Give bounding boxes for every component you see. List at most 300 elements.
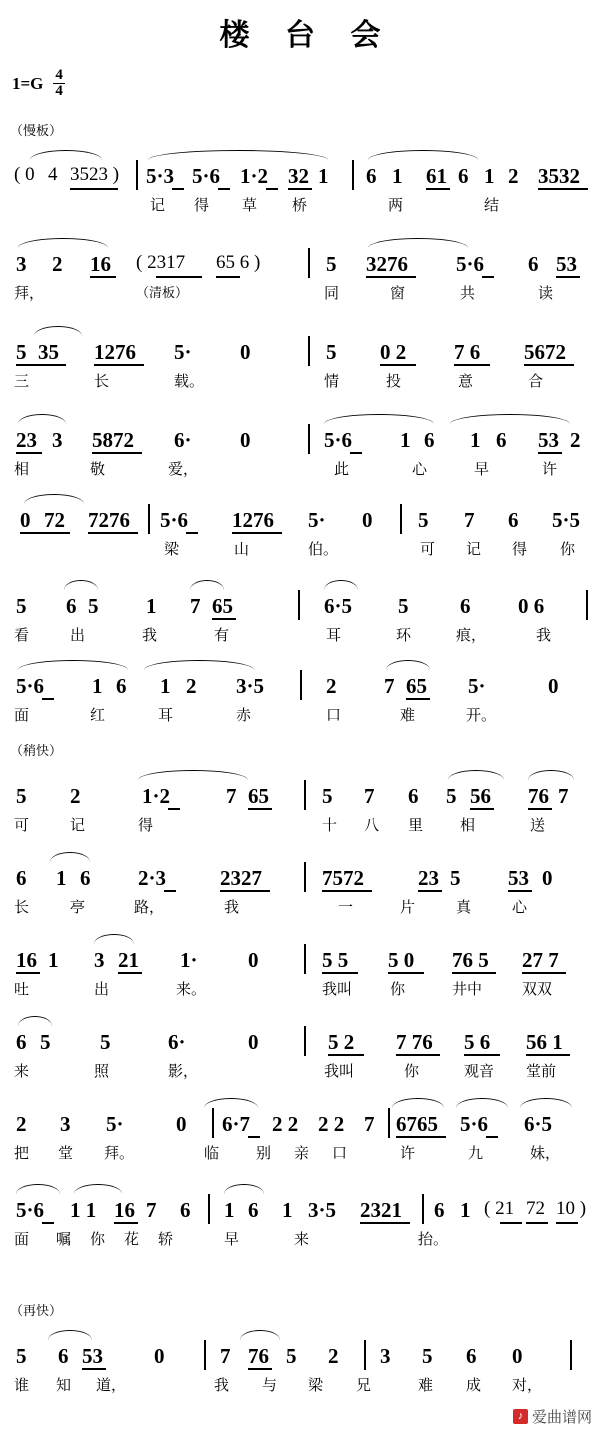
lyric-char: 一 xyxy=(338,899,354,916)
note-token: 1 xyxy=(400,428,411,452)
lyric-char: 吐 xyxy=(14,981,30,998)
notes-row xyxy=(8,494,592,538)
lyric-char: 妹， xyxy=(530,1145,561,1162)
lyric-char: 拜， xyxy=(14,285,45,302)
beam-line xyxy=(218,188,230,190)
note-token: 76 xyxy=(248,1344,269,1368)
note-token: 6·5 xyxy=(524,1112,553,1136)
note-token: 5· xyxy=(308,508,326,532)
beam-line xyxy=(486,1136,498,1138)
notes-row xyxy=(8,934,592,978)
slur-mark xyxy=(324,580,358,590)
lyric-char: 来 xyxy=(294,1231,310,1248)
tempo-mark-zaikuai: （再快） xyxy=(10,1303,63,1318)
note-token: 2 2 xyxy=(318,1112,345,1136)
beam-line xyxy=(464,1054,500,1056)
lyric-char: 我 xyxy=(214,1377,230,1394)
notes-row xyxy=(8,580,592,624)
slur-mark xyxy=(324,414,434,424)
beam-line xyxy=(232,532,282,534)
beam-line xyxy=(216,276,240,278)
note-token: 5 xyxy=(100,1030,111,1054)
lyric-char: 两 xyxy=(388,197,404,214)
lyric-char: 合 xyxy=(528,373,544,390)
time-signature-denominator: 4 xyxy=(55,83,63,99)
lyric-char: 堂前 xyxy=(526,1063,557,1080)
lyric-char: 我叫 xyxy=(324,1063,355,1080)
note-token: 1 xyxy=(460,1198,471,1222)
music-line xyxy=(8,934,592,1006)
lyric-char: 片 xyxy=(400,899,416,916)
note-token: 1 xyxy=(282,1198,293,1222)
lyric-char: 梁 xyxy=(308,1377,324,1394)
note-token: 3 xyxy=(60,1112,71,1136)
note-token: 65 6 ) xyxy=(216,252,261,273)
lyric-char: 影， xyxy=(168,1063,199,1080)
note-token: 1276 xyxy=(232,508,274,532)
note-token: 5 xyxy=(88,594,99,618)
note-token: 27 7 xyxy=(522,948,559,972)
notes-row xyxy=(8,238,592,282)
note-token: 6 xyxy=(16,1030,27,1054)
lyric-char: 双双 xyxy=(522,981,553,998)
note-token: 1 xyxy=(470,428,481,452)
slur-mark xyxy=(224,1184,264,1194)
note-token: 6 xyxy=(508,508,519,532)
note-token: 3 xyxy=(52,428,63,452)
lyric-char: 井中 xyxy=(452,981,483,998)
notes-row xyxy=(8,1184,592,1228)
lyric-char: 情 xyxy=(324,373,340,390)
note-token: 1 xyxy=(92,674,103,698)
lyric-char: 观音 xyxy=(464,1063,495,1080)
lyric-char: 临 xyxy=(204,1145,220,1162)
note-token: 2 xyxy=(326,674,337,698)
note-token: ( 2317 xyxy=(136,252,186,273)
barline xyxy=(148,504,150,534)
note-token: 7 6 xyxy=(454,340,481,364)
lyric-char: 拜。 xyxy=(104,1145,135,1162)
lyric-char: 载。 xyxy=(174,373,205,390)
note-token: 7 xyxy=(384,674,395,698)
barline xyxy=(352,160,354,190)
note-token: 1 xyxy=(484,164,495,188)
notes-row xyxy=(8,1098,592,1142)
lyric-char: 敬 xyxy=(90,461,106,478)
note-token: 16 xyxy=(16,948,37,972)
beam-line xyxy=(482,276,494,278)
beam-line xyxy=(172,188,184,190)
music-line xyxy=(8,238,592,310)
note-token: 53 xyxy=(556,252,577,276)
lyric-char: 耳 xyxy=(158,707,174,724)
beam-line xyxy=(168,808,180,810)
music-line xyxy=(8,150,592,222)
note-token: 6·5 xyxy=(324,594,353,618)
beam-line xyxy=(524,364,574,366)
note-token: 5·5 xyxy=(552,508,581,532)
note-token: 7 xyxy=(364,1112,375,1136)
note-token: 6765 xyxy=(396,1112,438,1136)
lyric-char: 难 xyxy=(400,707,416,724)
note-token: 5·6 xyxy=(192,164,221,188)
notes-row xyxy=(8,770,592,814)
note-token: 7 xyxy=(226,784,237,808)
lyric-char: 红 xyxy=(90,707,106,724)
lyric-char: 同 xyxy=(324,285,340,302)
note-token: 7 xyxy=(464,508,475,532)
note-token: 5 xyxy=(16,340,27,364)
note-token: 1·2 xyxy=(240,164,269,188)
slur-mark xyxy=(18,660,128,670)
lyric-char: 道， xyxy=(96,1377,127,1394)
note-token: 5 xyxy=(450,866,461,890)
lyrics-row xyxy=(8,458,592,482)
note-token: 0 xyxy=(154,1344,165,1368)
key-signature xyxy=(12,68,65,99)
note-token: 6 xyxy=(460,594,471,618)
lyric-char: 三 xyxy=(14,373,30,390)
note-token: 35 xyxy=(38,340,59,364)
beam-line xyxy=(528,808,552,810)
barline xyxy=(388,1108,390,1138)
note-token: 5 xyxy=(326,340,337,364)
beam-line xyxy=(94,364,144,366)
lyric-char: 你 xyxy=(90,1231,106,1248)
barline xyxy=(300,670,302,700)
slur-mark xyxy=(18,414,66,424)
beam-line xyxy=(526,1054,570,1056)
barline xyxy=(208,1194,210,1224)
lyric-annotation: （清板） xyxy=(136,285,189,300)
watermark xyxy=(513,1406,592,1427)
note-token: 2 xyxy=(16,1112,27,1136)
music-line xyxy=(8,660,592,732)
note-token: 6· xyxy=(174,428,192,452)
music-line xyxy=(8,1098,592,1170)
lyric-char: 赤 xyxy=(236,707,252,724)
note-token: 6 xyxy=(458,164,469,188)
lyric-char: 爱， xyxy=(168,461,199,478)
note-token: 16 xyxy=(90,252,111,276)
note-token: 5 xyxy=(16,1344,27,1368)
note-token: 0 xyxy=(240,428,251,452)
time-signature-numerator: 4 xyxy=(55,67,63,83)
lyric-char: 记 xyxy=(70,817,86,834)
slur-mark xyxy=(190,580,224,590)
beam-line xyxy=(366,276,416,278)
notes-row xyxy=(8,326,592,370)
slur-mark xyxy=(144,660,254,670)
note-token: 5 xyxy=(326,252,337,276)
note-token: 5 xyxy=(422,1344,433,1368)
note-token: 53 xyxy=(508,866,529,890)
slur-mark xyxy=(204,1098,258,1108)
lyric-char: 长 xyxy=(14,899,30,916)
note-token: 6· xyxy=(168,1030,186,1054)
note-token: 1 xyxy=(56,866,67,890)
lyric-char: 读 xyxy=(538,285,554,302)
note-token: 1·2 xyxy=(142,784,171,808)
lyric-char: 对， xyxy=(512,1377,543,1394)
note-token: 3523 ) xyxy=(70,164,120,185)
lyric-char: 梁 xyxy=(164,541,180,558)
note-token: 2321 xyxy=(360,1198,402,1222)
note-token: 2 xyxy=(328,1344,339,1368)
beam-line xyxy=(288,188,312,190)
lyric-char: 投 xyxy=(386,373,402,390)
note-token: 76 5 xyxy=(452,948,489,972)
lyrics-row xyxy=(8,1374,592,1398)
slur-mark xyxy=(528,770,574,780)
note-token: 7 xyxy=(146,1198,157,1222)
note-token: 65 xyxy=(248,784,269,808)
beam-line xyxy=(500,1222,522,1224)
lyric-char: 成 xyxy=(466,1377,482,1394)
beam-line xyxy=(396,1054,440,1056)
barline xyxy=(136,160,138,190)
note-token: 5·6 xyxy=(456,252,485,276)
lyric-char: 照 xyxy=(94,1063,110,1080)
note-token: 5· xyxy=(468,674,486,698)
lyric-char: 此 xyxy=(334,461,350,478)
note-token: 7572 xyxy=(322,866,364,890)
lyric-char: 十 xyxy=(322,817,338,834)
barline xyxy=(212,1108,214,1138)
note-token: 72 xyxy=(526,1198,545,1219)
notes-row xyxy=(8,1016,592,1060)
music-line xyxy=(8,494,592,566)
note-token: 5· xyxy=(106,1112,124,1136)
lyric-char: 堂 xyxy=(58,1145,74,1162)
note-token: 3 xyxy=(94,948,105,972)
lyrics-row xyxy=(8,1060,592,1084)
lyric-char: 记 xyxy=(150,197,166,214)
slur-mark xyxy=(30,150,102,160)
lyric-char: 相 xyxy=(460,817,476,834)
beam-line xyxy=(454,364,490,366)
lyric-char: 我 xyxy=(224,899,240,916)
note-token: ( 0 xyxy=(14,164,35,185)
note-token: 3·5 xyxy=(236,674,265,698)
beam-line xyxy=(88,532,138,534)
note-token: 1 1 xyxy=(70,1198,97,1222)
slur-mark xyxy=(74,1184,122,1194)
lyric-char: 得 xyxy=(138,817,154,834)
barline xyxy=(298,590,300,620)
lyric-char: 看 xyxy=(14,627,30,644)
barline xyxy=(304,1026,306,1056)
lyric-char: 亭 xyxy=(70,899,86,916)
notes-row xyxy=(8,660,592,704)
beam-line xyxy=(42,698,54,700)
lyric-char: 共 xyxy=(460,285,476,302)
barline xyxy=(422,1194,424,1224)
note-token: 1 xyxy=(224,1198,235,1222)
note-token: 2 2 xyxy=(272,1112,299,1136)
lyric-char: 兄 xyxy=(356,1377,372,1394)
slur-mark xyxy=(368,238,468,248)
beam-line xyxy=(526,1222,548,1224)
note-token: 6 xyxy=(16,866,27,890)
note-token: 5872 xyxy=(92,428,134,452)
beam-line xyxy=(322,890,372,892)
note-token: 23 xyxy=(16,428,37,452)
lyrics-row xyxy=(8,814,592,838)
lyric-char: 你 xyxy=(404,1063,420,1080)
lyric-char: 口 xyxy=(332,1145,348,1162)
lyrics-row xyxy=(8,978,592,1002)
note-token: 0 xyxy=(542,866,553,890)
note-token: 1· xyxy=(180,948,198,972)
beam-line xyxy=(156,276,202,278)
lyric-char: 面 xyxy=(14,1231,30,1248)
slur-mark xyxy=(18,1016,52,1026)
note-token: 3532 xyxy=(538,164,580,188)
note-token: 0 xyxy=(176,1112,187,1136)
beam-line xyxy=(90,276,116,278)
beam-line xyxy=(538,452,562,454)
note-token: 5 xyxy=(322,784,333,808)
beam-line xyxy=(92,452,142,454)
beam-line xyxy=(118,972,142,974)
page-title: 楼 台 会 xyxy=(219,19,395,52)
note-token: 5 xyxy=(16,594,27,618)
note-token: 7 xyxy=(220,1344,231,1368)
slur-mark xyxy=(34,326,82,336)
note-token: 5 6 xyxy=(464,1030,491,1054)
note-token: 6 xyxy=(248,1198,259,1222)
beam-line xyxy=(42,1222,54,1224)
note-token: 5 0 xyxy=(388,948,415,972)
beam-line xyxy=(556,1222,578,1224)
lyric-char: 别 xyxy=(256,1145,272,1162)
note-token: 6 xyxy=(528,252,539,276)
lyric-char: 心 xyxy=(512,899,528,916)
note-token: 1 xyxy=(48,948,59,972)
beam-line xyxy=(538,188,588,190)
note-token: 3 xyxy=(16,252,27,276)
slur-mark xyxy=(64,580,98,590)
beam-line xyxy=(322,972,358,974)
beam-line xyxy=(20,532,70,534)
note-token: 0 xyxy=(20,508,31,532)
note-token: 7 xyxy=(558,784,569,808)
note-token: 6 xyxy=(58,1344,69,1368)
lyric-char: 窗 xyxy=(390,285,406,302)
note-token: 7 76 xyxy=(396,1030,433,1054)
key-signature-text: 1=G xyxy=(12,73,44,93)
lyric-char: 把 xyxy=(14,1145,30,1162)
note-token: 5 xyxy=(446,784,457,808)
note-token: 5·6 xyxy=(16,1198,45,1222)
lyric-char: 花 xyxy=(124,1231,140,1248)
note-token: 3 xyxy=(380,1344,391,1368)
note-token: 6 xyxy=(434,1198,445,1222)
slur-mark xyxy=(450,414,570,424)
note-token: 5672 xyxy=(524,340,566,364)
beam-line xyxy=(114,1222,138,1224)
beam-line xyxy=(70,188,118,190)
beam-line xyxy=(212,618,236,620)
lyric-char: 出 xyxy=(70,627,86,644)
note-token: 61 xyxy=(426,164,447,188)
lyric-char: 来。 xyxy=(176,981,207,998)
watermark-text: 爱曲谱网 xyxy=(531,1409,592,1426)
lyrics-row xyxy=(8,370,592,394)
note-token: 0 6 xyxy=(518,594,545,618)
beam-line xyxy=(418,890,442,892)
beam-line xyxy=(556,276,580,278)
barline xyxy=(308,248,310,278)
music-line xyxy=(8,1184,592,1256)
note-token: 56 xyxy=(470,784,491,808)
lyric-char: 得 xyxy=(512,541,528,558)
lyric-char: 亲 xyxy=(294,1145,310,1162)
notes-row xyxy=(8,1330,592,1374)
note-token: 21 xyxy=(118,948,139,972)
note-token: 2327 xyxy=(220,866,262,890)
lyrics-row xyxy=(8,624,592,648)
note-token: 23 xyxy=(418,866,439,890)
music-line xyxy=(8,326,592,398)
slur-mark xyxy=(50,852,90,862)
lyric-char: 早 xyxy=(224,1231,240,1248)
note-token: 6 xyxy=(466,1344,477,1368)
note-token: 6 xyxy=(496,428,507,452)
lyrics-row xyxy=(8,538,592,562)
note-token: 5 xyxy=(418,508,429,532)
lyric-char: 心 xyxy=(412,461,428,478)
lyric-char: 许 xyxy=(400,1145,416,1162)
note-token: 32 xyxy=(288,164,309,188)
barline xyxy=(304,780,306,810)
notes-row xyxy=(8,852,592,896)
lyric-char: 环 xyxy=(396,627,412,644)
tempo-mark-manban: （慢板） xyxy=(10,123,63,138)
note-token: 7 xyxy=(364,784,375,808)
beam-line xyxy=(16,972,40,974)
music-line xyxy=(8,414,592,486)
note-token: 3276 xyxy=(366,252,408,276)
note-token: 5 xyxy=(398,594,409,618)
beam-line xyxy=(380,364,416,366)
lyric-char: 知 xyxy=(56,1377,72,1394)
lyric-char: 意 xyxy=(458,373,474,390)
note-token: 2 xyxy=(52,252,63,276)
beam-line xyxy=(82,1368,106,1370)
note-token: 5 xyxy=(16,784,27,808)
lyric-char: 送 xyxy=(530,817,546,834)
note-token: 5·6 xyxy=(160,508,189,532)
lyric-char: 嘱 xyxy=(56,1231,72,1248)
notes-row xyxy=(8,150,592,194)
slur-mark xyxy=(456,1098,508,1108)
note-token: 5 2 xyxy=(328,1030,355,1054)
note-token: 65 xyxy=(212,594,233,618)
tempo-mark-shaokuai: （稍快） xyxy=(10,743,63,758)
note-token: 5 xyxy=(286,1344,297,1368)
lyric-char: 口 xyxy=(326,707,342,724)
beam-line xyxy=(470,808,494,810)
music-line xyxy=(8,1330,592,1402)
note-token: 1 xyxy=(318,164,329,188)
lyric-char: 开。 xyxy=(466,707,497,724)
note-token: 2 xyxy=(186,674,197,698)
lyric-char: 九 xyxy=(468,1145,484,1162)
lyrics-row xyxy=(8,1142,592,1166)
note-token: 6 xyxy=(408,784,419,808)
